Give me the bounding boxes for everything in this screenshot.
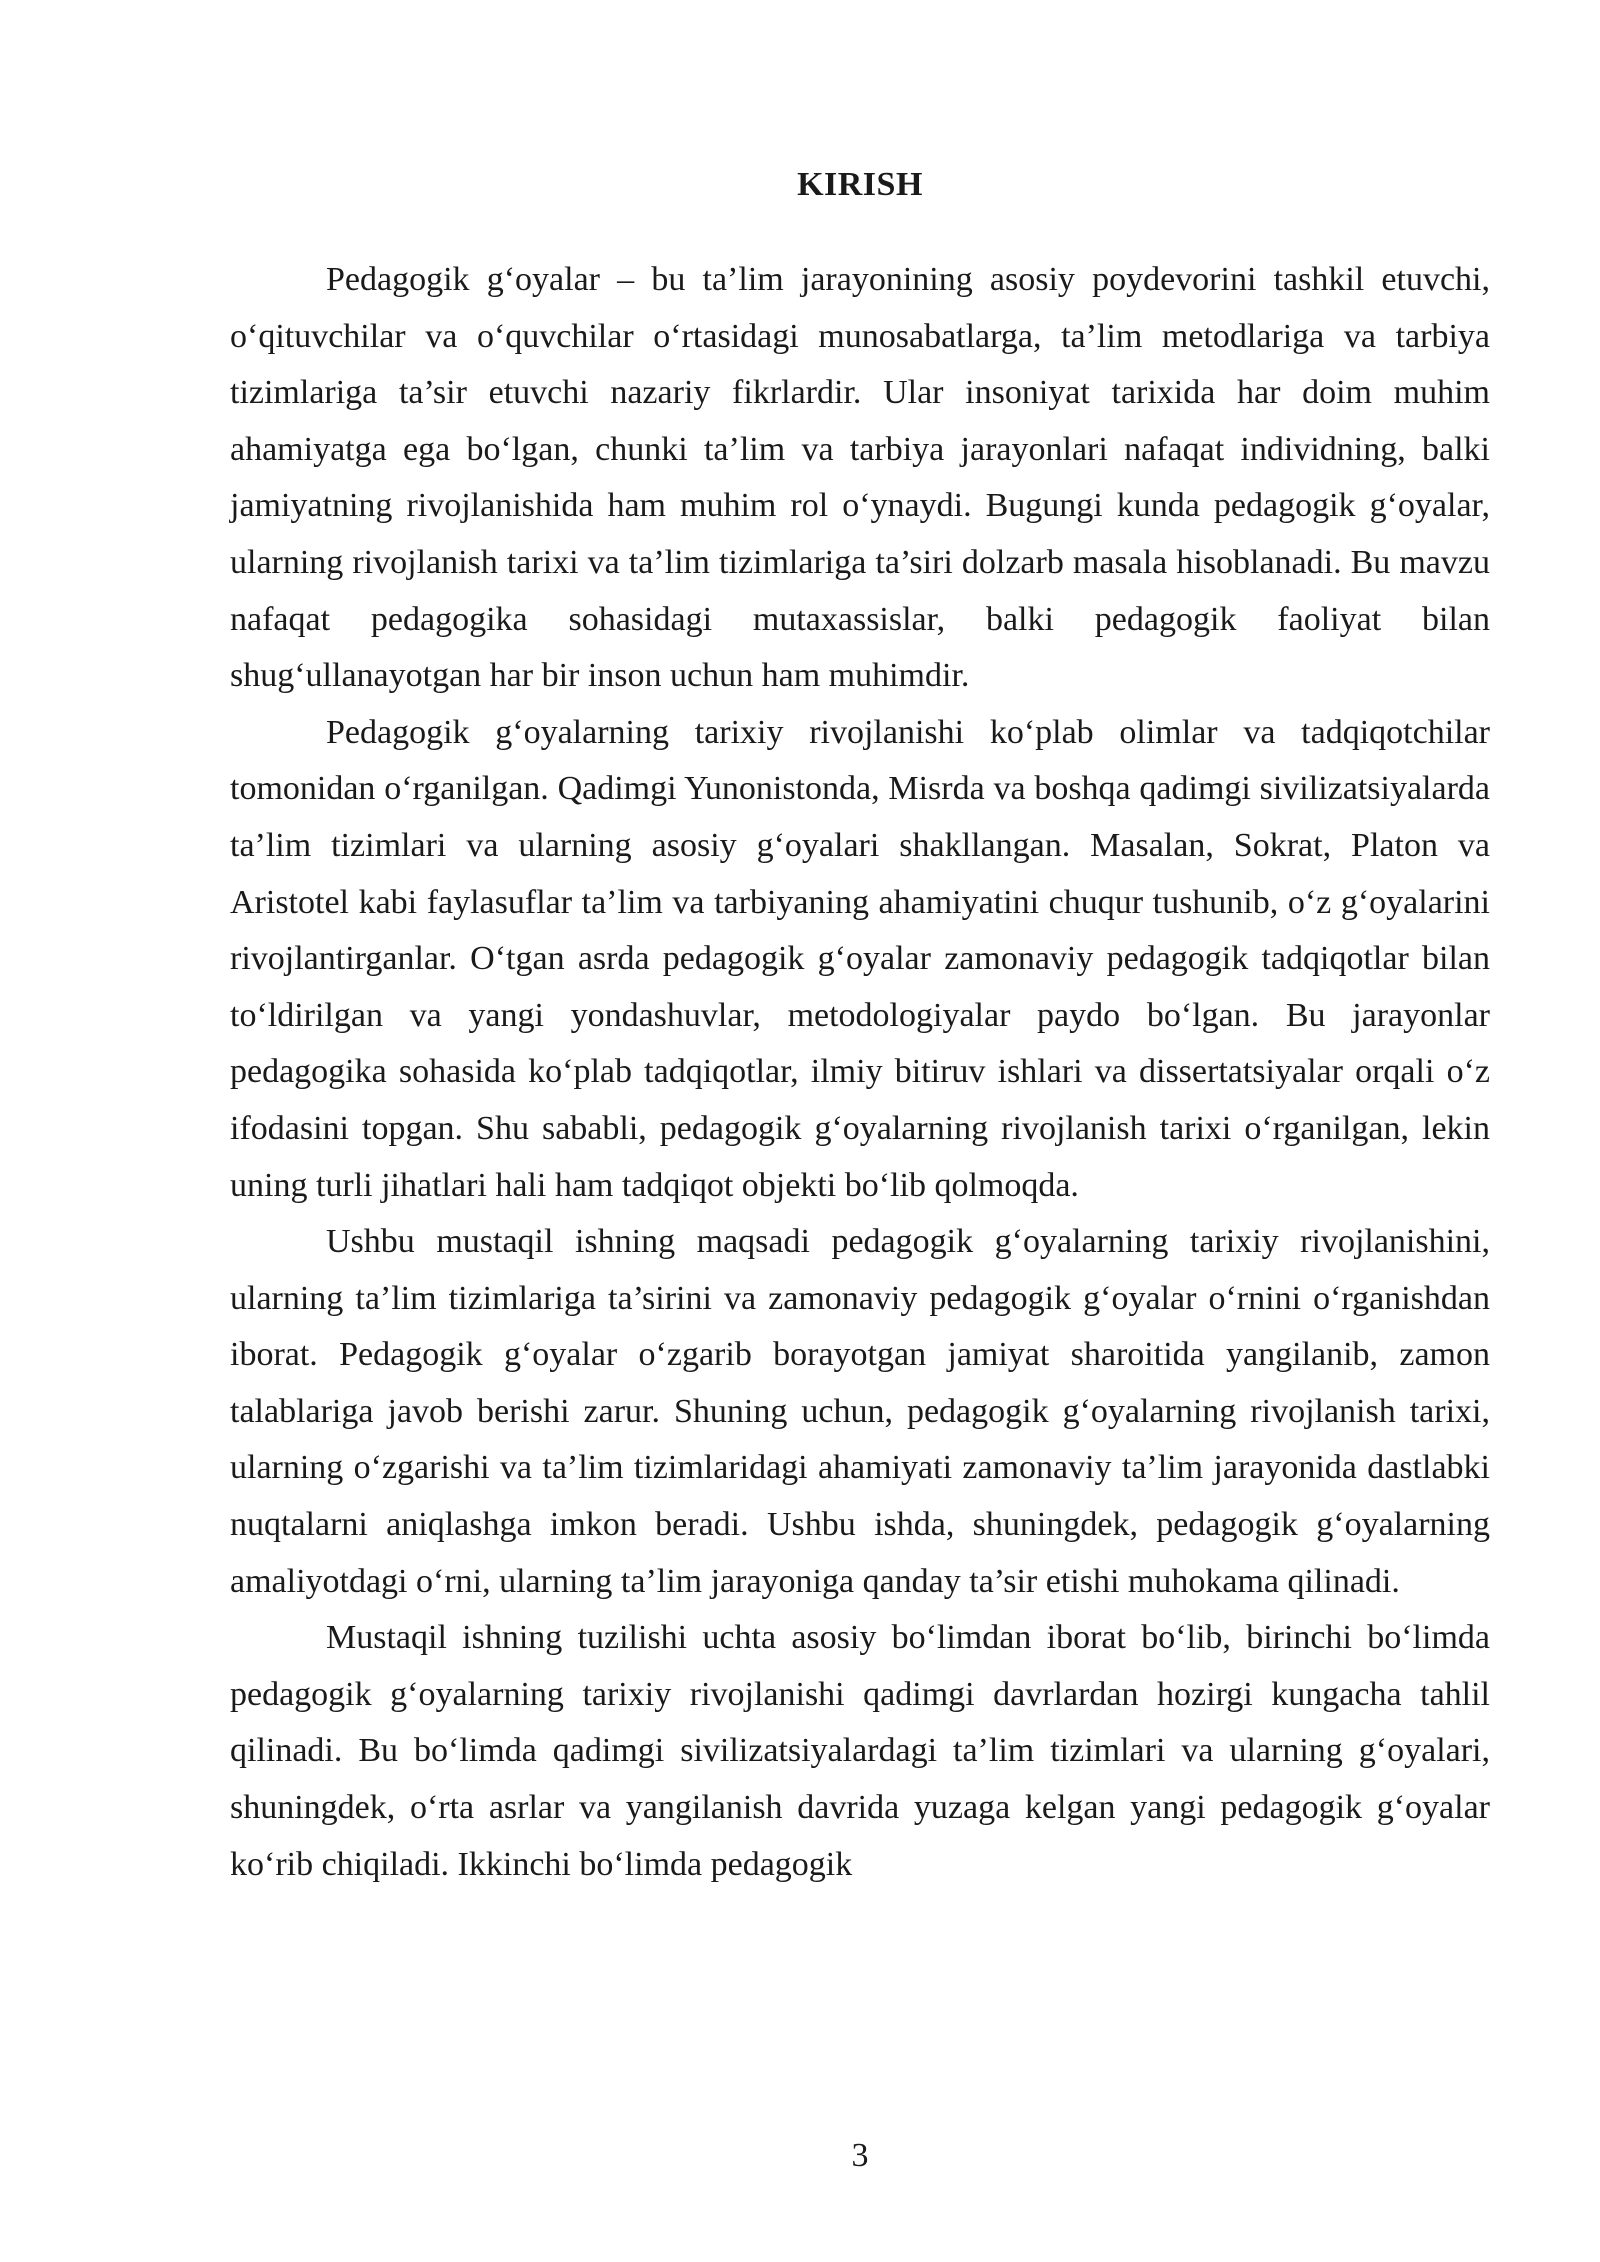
paragraph-4: Mustaqil ishning tuzilishi uchta asosiy bo‘limdan iborat bo‘lib, birinchi bo‘limda pedagogik g‘oyalarning tarixiy rivojlanishi qadimgi davrlardan hozirgi kungacha tahlil qilinadi. Bu bo‘limda qadimgi sivilizatsiyalardagi ta’lim tizimlari va ularning g‘oyalari, shuningdek, o‘rta asrlar va yangilanish davrida yuzaga kelgan yangi pedagogik g‘oyalar ko‘rib chiqiladi. Ikkinchi bo‘limda pedagogik [230,1619,1490,1883]
page-number: 3 [851,2137,869,2174]
paragraph-1: Pedagogik g‘oyalar – bu ta’lim jarayonining asosiy poydevorini tashkil etuvchi, o‘qituvchilar va o‘quvchilar o‘rtasidagi munosabatlarga, ta’lim metodlariga va tarbiya tizimlariga ta’sir etuvchi nazariy fikrlardir. Ular insoniyat tarixida har doim muhim ahamiyatga ega bo‘lgan, chunki ta’lim va tarbiya jarayonlari nafaqat individning, balki jamiyatning rivojlanishida ham muhim rol o‘ynaydi. Bugungi kunda pedagogik g‘oyalar, ularning rivojlanish tarixi va ta’lim tizimlariga ta’siri dolzarb masala hisoblanadi. Bu mavzu nafaqat pedagogika sohasidagi mutaxassislar, balki pedagogik faoliyat bilan shug‘ullanayotgan har bir inson uchun ham muhimdir. [230,261,1490,695]
paragraph-2: Pedagogik g‘oyalarning tarixiy rivojlanishi ko‘plab olimlar va tadqiqotchilar tomonidan o‘rganilgan. Qadimgi Yunonistonda, Misrda va boshqa qadimgi sivilizatsiyalarda ta’lim tizimlari va ularning asosiy g‘oyalari shakllangan. Masalan, Sokrat, Platon va Aristotel kabi faylasuflar ta’lim va tarbiyaning ahamiyatini chuqur tushunib, o‘z g‘oyalarini rivojlantirganlar. O‘tgan asrda pedagogik g‘oyalar zamonaviy pedagogik tadqiqotlar bilan to‘ldirilgan va yangi yondashuvlar, metodologiyalar paydo bo‘lgan. Bu jarayonlar pedagogika sohasida ko‘plab tadqiqotlar, ilmiy bitiruv ishlari va dissertatsiyalar orqali o‘z ifodasini topgan. Shu sababli, pedagogik g‘oyalarning rivojlanish tarixi o‘rganilgan, lekin uning turli jihatlari hali ham tadqiqot objekti bo‘lib qolmoqda. [230,713,1490,1204]
body-text [230,252,1490,1893]
page-title: KIRISH [797,166,923,203]
paragraph-3: Ushbu mustaqil ishning maqsadi pedagogik g‘oyalarning tarixiy rivojlanishini, ularning ta’lim tizimlariga ta’sirini va zamonaviy pedagogik g‘oyalar o‘rnini o‘rganishdan iborat. Pedagogik g‘oyalar o‘zgarib borayotgan jamiyat sharoitida yangilanib, zamon talablariga javob berishi zarur. Shuning uchun, pedagogik g‘oyalarning rivojlanish tarixi, ularning o‘zgarishi va ta’lim tizimlaridagi ahamiyati zamonaviy ta’lim jarayonida dastlabki nuqtalarni aniqlashga imkon beradi. Ushbu ishda, shuningdek, pedagogik g‘oyalarning amaliyotdagi o‘rni, ularning ta’lim jarayoniga qanday ta’sir etishi muhokama qilinadi. [230,1223,1490,1600]
